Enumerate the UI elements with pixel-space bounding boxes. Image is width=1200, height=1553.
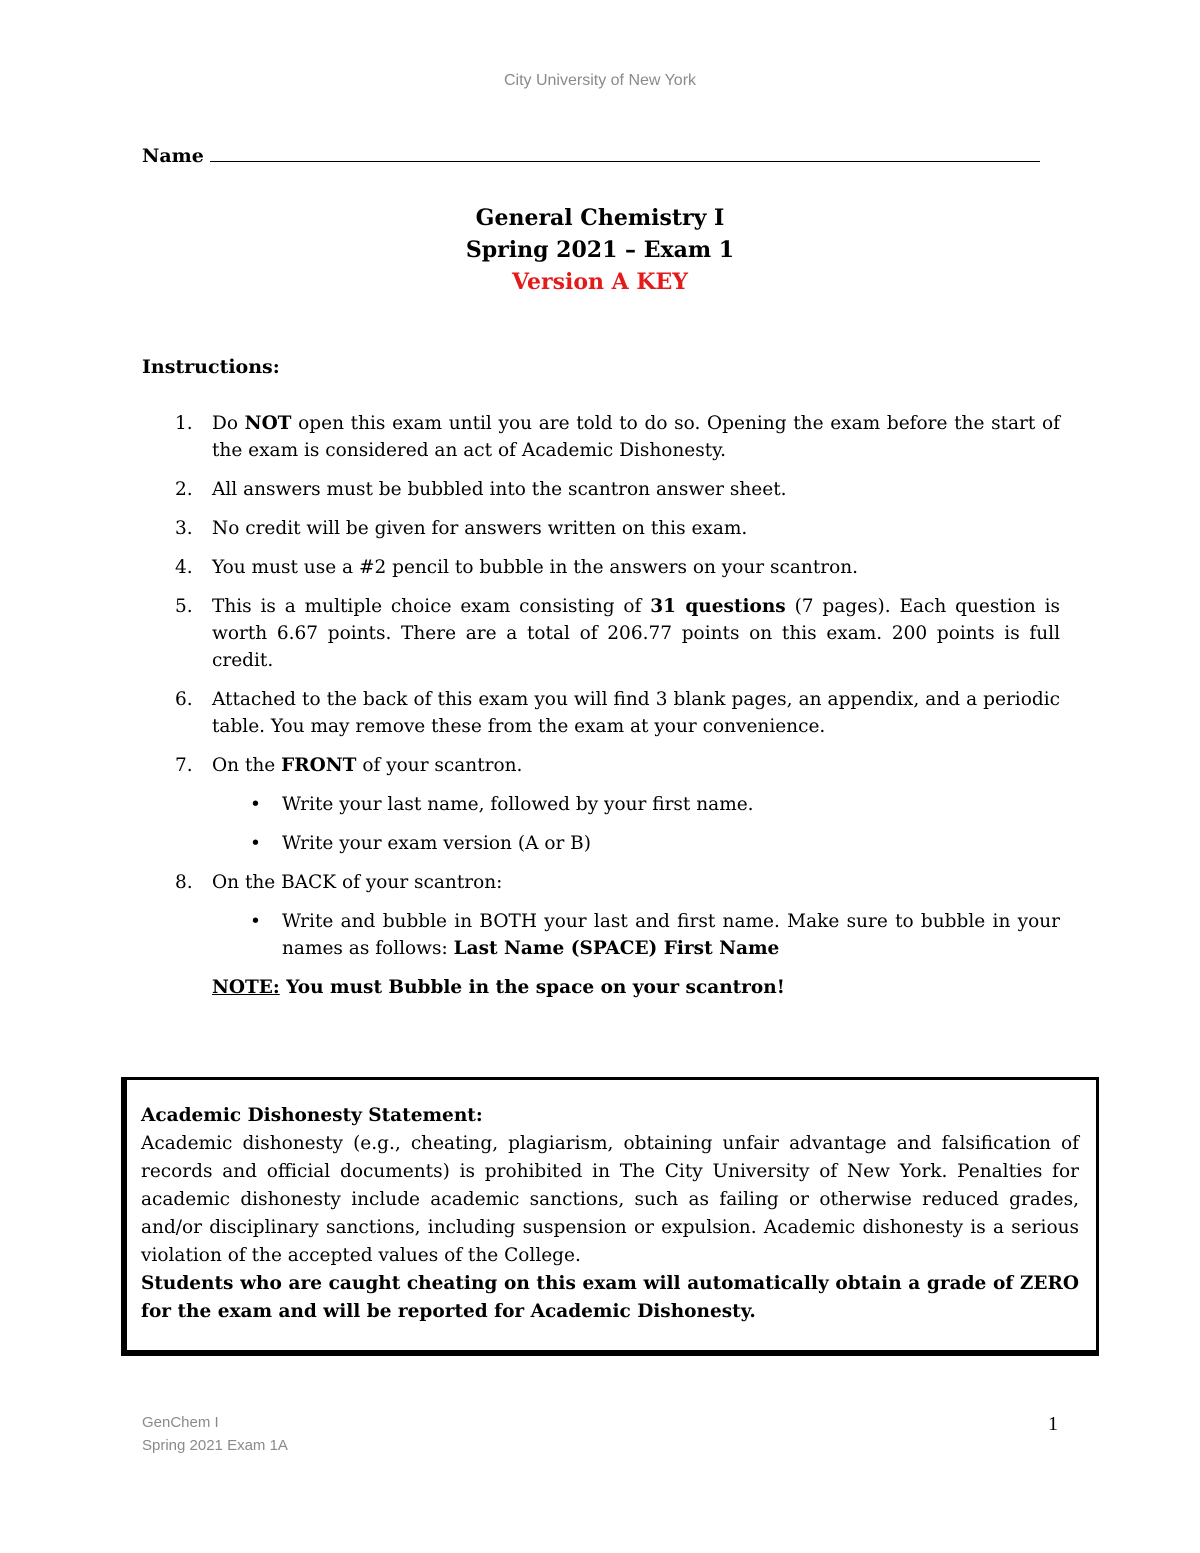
bullet-icon: • — [250, 833, 261, 854]
instruction-item — [142, 752, 1060, 779]
footer-course: GenChem I — [142, 1414, 219, 1431]
footer — [142, 1411, 288, 1457]
instruction-text: open this exam until you are told to do so. Opening the exam before the start of the exam is considered an act of Academic Dishonesty. — [212, 413, 1060, 461]
instruction-number: 7. — [175, 755, 193, 776]
instruction-sub-text: Write your last name, followed by your first name. — [282, 794, 754, 815]
page-number: 1 — [1048, 1413, 1058, 1435]
instruction-text: On the — [212, 755, 282, 776]
instruction-item — [142, 410, 1060, 464]
instruction-text: Do — [212, 413, 245, 434]
instruction-number: 1. — [175, 413, 193, 434]
instruction-item — [142, 869, 1060, 896]
name-label: Name — [142, 145, 204, 167]
bullet-icon: • — [250, 911, 261, 932]
instruction-item — [142, 515, 1060, 542]
instruction-number: 4. — [175, 557, 193, 578]
instructions-list — [142, 410, 1060, 1001]
instruction-number: 6. — [175, 689, 193, 710]
instruction-bold-text: 31 questions — [650, 596, 786, 617]
instructions-heading: Instructions: — [142, 356, 280, 378]
instruction-item — [142, 593, 1060, 674]
instruction-sub-item — [142, 908, 1060, 962]
instruction-sub-text: Write your exam version (A or B) — [282, 833, 591, 854]
bullet-icon: • — [250, 794, 261, 815]
exam-title-block — [0, 202, 1200, 298]
instruction-sub-item — [142, 791, 1060, 818]
instruction-number: 8. — [175, 872, 193, 893]
instruction-sub-text: Write and bubble in BOTH your last and first name. Make sure to bubble in your names as follows: — [282, 911, 1060, 959]
instruction-item — [142, 476, 1060, 503]
statement-heading: Academic Dishonesty Statement: — [141, 1105, 483, 1126]
instruction-text: You must use a #2 pencil to bubble in the answers on your scantron. — [212, 557, 859, 578]
version-label: Version A KEY — [511, 269, 689, 295]
instruction-number: 3. — [175, 518, 193, 539]
statement-warning: Students who are caught cheating on this exam will automatically obtain a grade of ZERO for the exam and will be reported for Academic Dishonesty. — [141, 1273, 1079, 1322]
name-field — [142, 143, 1040, 167]
note-text: You must Bubble in the space on your scantron! — [279, 977, 785, 998]
instruction-bold-text: NOT — [244, 413, 292, 434]
instruction-text: This is a multiple choice exam consisting of — [212, 596, 651, 617]
instruction-text: No credit will be given for answers written on this exam. — [212, 518, 748, 539]
instruction-item — [142, 554, 1060, 581]
footer-exam: Spring 2021 Exam 1A — [142, 1437, 288, 1454]
instruction-number: 2. — [175, 479, 193, 500]
name-blank-line — [210, 143, 1040, 162]
instruction-item — [142, 686, 1060, 740]
instruction-bold-text: Last Name (SPACE) First Name — [453, 938, 780, 959]
note-label: NOTE: — [212, 977, 280, 998]
instruction-text: Attached to the back of this exam you will find 3 blank pages, an appendix, and a periodic table. You may remove these from the exam at your convenience. — [212, 689, 1060, 737]
exam-title: Spring 2021 – Exam 1 — [465, 237, 735, 263]
running-header: City University of New York — [503, 72, 697, 89]
instruction-text: On the BACK of your scantron: — [212, 872, 503, 893]
instruction-number: 5. — [175, 596, 193, 617]
scantron-note — [142, 974, 1060, 1001]
statement-body: Academic dishonesty (e.g., cheating, plagiarism, obtaining unfair advantage and falsification of records and official documents) is prohibited in The City University of New York. Penalties for academic dishonesty include academic sanctions, such as failing or otherwise reduced grades, and/or disciplinary sanctions, including suspension or expulsion. Academic dishonesty is a serious violation of the accepted values of the College. — [141, 1133, 1079, 1266]
instruction-text: All answers must be bubbled into the scantron answer sheet. — [212, 479, 787, 500]
course-title: General Chemistry I — [475, 205, 725, 231]
academic-dishonesty-statement — [121, 1077, 1099, 1356]
instruction-sub-item — [142, 830, 1060, 857]
instruction-text: (7 pages). Each question is worth 6.67 points. There are a total of 206.77 points on this exam. 200 points is full credit. — [212, 596, 1060, 671]
instruction-text: of your scantron. — [356, 755, 523, 776]
instruction-bold-text: FRONT — [281, 755, 357, 776]
